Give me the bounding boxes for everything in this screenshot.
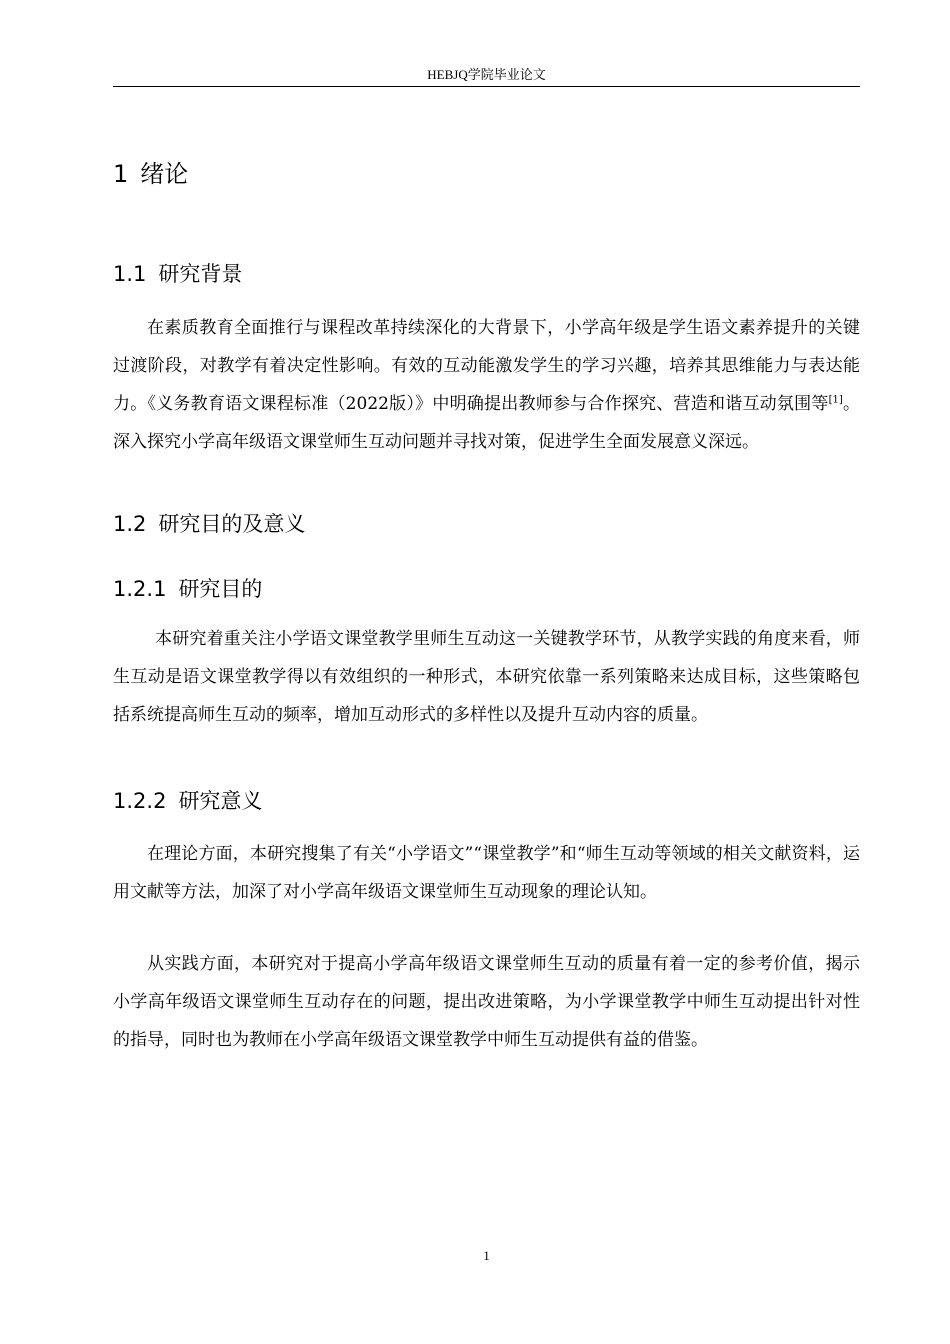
subsection-title: 研究目的	[178, 577, 263, 601]
page-header: HEBJQ学院毕业论文	[427, 67, 546, 82]
paragraph-text: 。深入探究小学高年级语文课堂师生互动问题并寻找对策，促进学生全面发展意义深远。	[113, 394, 861, 452]
subsection-number: 1.2.2	[113, 789, 167, 813]
page-number: 1	[483, 1248, 490, 1263]
section-heading-1-2	[113, 509, 305, 539]
citation-reference[interactable]: [1]	[828, 394, 843, 406]
paragraph-practice: 从实践方面，本研究对于提高小学高年级语文课堂师生互动的质量有着一定的参考价值，揭示小学高年级语文课堂师生互动存在的问题，提出改进策略，为小学课堂教学中师生互动提出针对性的指导，同时也为教师在小学高年级语文课堂教学中师生互动提供有益的借鉴。	[113, 954, 860, 1050]
chapter-number: 1	[113, 160, 129, 188]
subsection-number: 1.2.1	[113, 577, 167, 601]
section-number: 1.1	[113, 262, 147, 286]
paragraph-background	[113, 309, 860, 461]
subsection-title: 研究意义	[178, 789, 263, 813]
paragraph-text: 在素质教育全面推行与课程改革持续深化的大背景下，小学高年级是学生语文素养提升的关键过渡阶段，对教学有着决定性影响。有效的互动能激发学生的学习兴趣，培养其思维能力与表达能力。《义务教育语文课程标准（2022版）》中明确提出教师参与合作探究、营造和谐互动氛围等	[113, 318, 860, 414]
section-heading-1-1	[113, 259, 242, 289]
chapter-heading	[113, 158, 188, 190]
section-number: 1.2	[113, 512, 147, 536]
chapter-title: 绪论	[140, 160, 189, 188]
section-title: 研究目的及意义	[158, 512, 306, 536]
subsection-heading-1-2-1	[113, 574, 262, 604]
paragraph-purpose: 本研究着重关注小学语文课堂教学里师生互动这一关键教学环节，从教学实践的角度来看，师生互动是语文课堂教学得以有效组织的一种形式，本研究依靠一系列策略来达成目标，这些策略包括系统提高师生互动的频率，增加互动形式的多样性以及提升互动内容的质量。	[113, 629, 860, 725]
header-rule	[113, 86, 860, 87]
section-title: 研究背景	[158, 262, 243, 286]
paragraph-theory: 在理论方面，本研究搜集了有关“小学语文”“课堂教学”和“师生互动等领域的相关文献资料，运用文献等方法，加深了对小学高年级语文课堂师生互动现象的理论认知。	[113, 844, 860, 902]
subsection-heading-1-2-2	[113, 786, 262, 816]
